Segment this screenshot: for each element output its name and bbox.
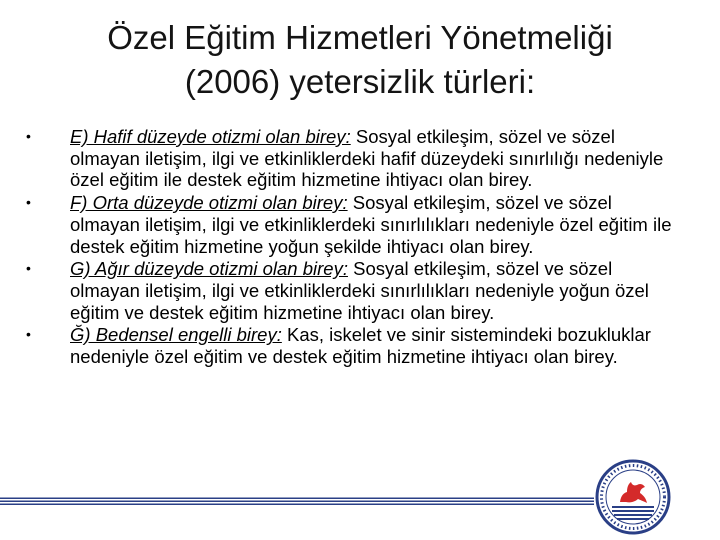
bullet-icon: •: [26, 326, 31, 343]
footer-stripe: [0, 496, 594, 505]
bullet-icon: •: [26, 260, 31, 277]
item-term: F) Orta düzeyde otizmi olan birey:: [70, 192, 348, 214]
bullet-list: [22, 126, 672, 369]
item-text: Sosyal etkileşim, sözel ve sözel olmayan iletişim, ilgi ve etkinliklerdeki sınırlılıkları nedeniyle yoğun özel eğitim ve destek eğitim hizmetine ihtiyacı olan birey.: [70, 258, 649, 323]
university-seal-icon: [594, 458, 672, 536]
list-item: [22, 126, 672, 191]
list-item: [22, 324, 672, 367]
item-term: Ğ) Bedensel engelli birey:: [70, 324, 282, 346]
item-text: Kas, iskelet ve sinir sistemindeki bozukluklar nedeniyle özel eğitim ve destek eğitim hizmetine ihtiyacı olan birey.: [70, 324, 651, 368]
title-line-1: Özel Eğitim Hizmetleri Yönetmeliği: [107, 19, 613, 56]
bullet-icon: •: [26, 194, 31, 211]
list-item: [22, 192, 672, 257]
title-line-2: (2006) yetersizlik türleri:: [184, 63, 536, 100]
bullet-icon: •: [26, 128, 31, 144]
item-text: Sosyal etkileşim, sözel ve sözel olmayan iletişim, ilgi ve etkinliklerdeki sınırlılıkları nedeniyle özel eğitim ile destek eğitim hizmetine yoğun şekilde ihtiyacı olan birey.: [70, 192, 672, 257]
item-term: G) Ağır düzeyde otizmi olan birey:: [70, 258, 348, 280]
slide-title: [20, 16, 700, 104]
list-item: [22, 258, 672, 323]
item-text: Sosyal etkileşim, sözel ve sözel olmayan iletişim, ilgi ve etkinliklerdeki hafif düzeydeki sınırlılığı nedeniyle özel eğitim ile destek eğitim hizmetine ihtiyacı olan birey.: [70, 126, 664, 191]
item-term: E) Hafif düzeyde otizmi olan birey:: [70, 126, 351, 147]
